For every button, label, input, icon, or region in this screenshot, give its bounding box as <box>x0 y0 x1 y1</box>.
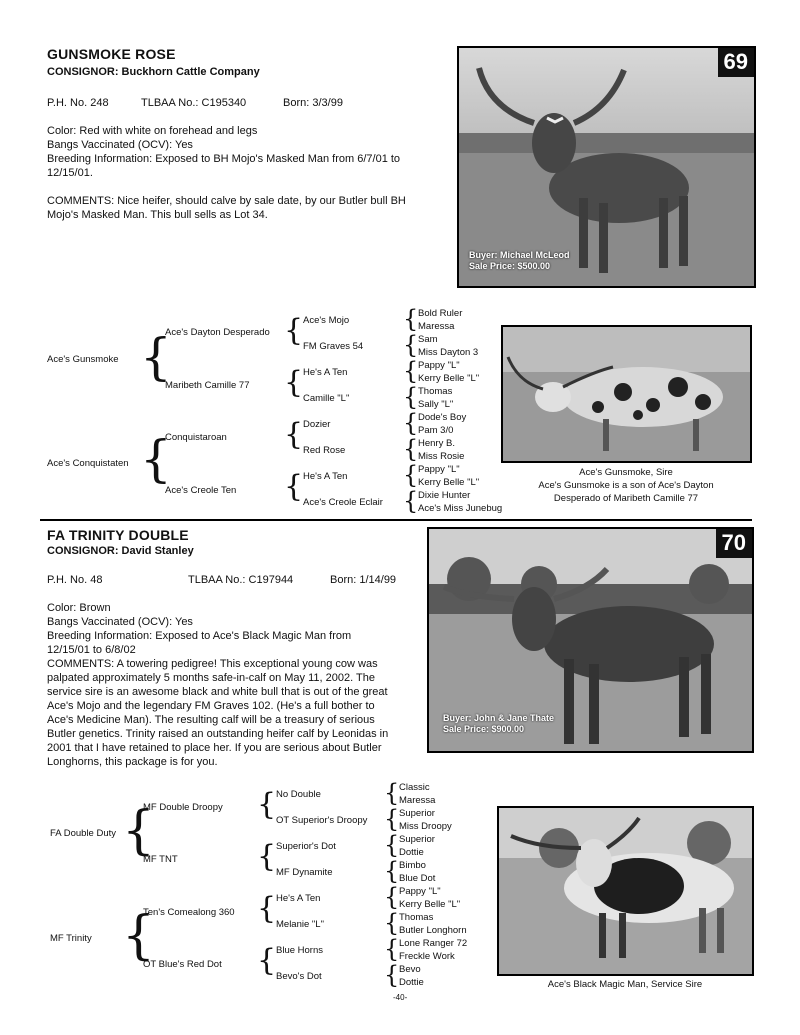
ped69-brace-g3-5: { <box>403 435 419 463</box>
ped70-g4-7: Blue Dot <box>399 873 436 884</box>
lot69-breeding-1: Breeding Information: Exposed to BH Mojo's Masked Man from 6/7/01 to <box>47 153 401 165</box>
lot69-consignor: CONSIGNOR: Buckhorn Cattle Company <box>47 66 260 78</box>
ped69-brace-g2c: { <box>284 417 304 452</box>
lot70-sire-caption: Ace's Black Magic Man, Service Sire <box>547 979 703 990</box>
ped70-g1-0: FA Double Duty <box>50 828 117 839</box>
sire-photo-illustration <box>503 327 750 461</box>
ped70-brace-g3-3: { <box>384 857 400 885</box>
sire-photo-illustration <box>499 808 752 974</box>
ped69-brace-g3-7: { <box>403 487 419 515</box>
ped70-g4-1: Maressa <box>399 795 436 806</box>
lot69-photo <box>457 46 756 288</box>
ped70-g3-7: Bevo's Dot <box>276 971 322 982</box>
lot70-breeding-1: Breeding Information: Exposed to Ace's Black Magic Man from <box>47 630 352 642</box>
lot70-buyer-name: Buyer: John & Jane Thate <box>443 713 555 723</box>
ped69-g3-4: Dozier <box>303 419 331 430</box>
lot70-bangs: Bangs Vaccinated (OCV): Yes <box>47 616 193 628</box>
ped69-g2-1: Maribeth Camille 77 <box>165 380 250 391</box>
ped70-brace-g2b: { <box>257 839 277 874</box>
ped70-g3-5: Melanie "L" <box>276 919 324 930</box>
ped69-g4-3: Miss Dayton 3 <box>418 347 479 358</box>
ped70-g3-2: Superior's Dot <box>276 841 336 852</box>
ped70-g3-4: He's A Ten <box>276 893 321 904</box>
lot70-comments-line: service sire is an awesome black and white bull that is out of the great <box>47 686 388 698</box>
ped70-brace-g3-4: { <box>384 883 400 911</box>
ped70-g4-0: Classic <box>399 782 430 793</box>
lot69-tlbaa: TLBAA No.: C195340 <box>141 97 247 109</box>
ped69-g3-2: He's A Ten <box>303 367 348 378</box>
ped70-g4-11: Butler Longhorn <box>399 925 467 936</box>
ped70-g4-3: Miss Droopy <box>399 821 452 832</box>
ped69-g4-13: Kerry Belle "L" <box>418 477 480 488</box>
lot69-comments-2: Mojo's Masked Man. This bull sells as Lot 34. <box>47 209 268 221</box>
ped70-g4-4: Superior <box>399 834 435 845</box>
lot69-sire-photo <box>501 325 752 463</box>
ped69-brace-g3-3: { <box>403 383 419 411</box>
ped70-brace-g3-6: { <box>384 935 400 963</box>
ped70-brace-g1a: { <box>122 801 156 861</box>
ped69-brace-g3-2: { <box>403 357 419 385</box>
lot70-color: Color: Brown <box>47 602 111 614</box>
ped69-g3-3: Camille "L" <box>303 393 350 404</box>
ped69-g4-14: Dixie Hunter <box>418 490 471 501</box>
ped69-g3-1: FM Graves 54 <box>303 341 364 352</box>
ped69-g2-3: Ace's Creole Ten <box>165 485 237 496</box>
ped70-g2-2: Ten's Comealong 360 <box>143 907 235 918</box>
ped70-brace-g1b: { <box>122 906 156 966</box>
lot69-buyer-name: Buyer: Michael McLeod <box>469 250 570 260</box>
ped69-g4-9: Pam 3/0 <box>418 425 454 436</box>
ped69-brace-g2d: { <box>284 469 304 504</box>
ped70-brace-g2d: { <box>257 943 277 978</box>
ped70-brace-g2c: { <box>257 891 277 926</box>
lot69-color: Color: Red with white on forehead and legs <box>47 125 258 137</box>
ped70-brace-g3-2: { <box>384 831 400 859</box>
lot70-buyer <box>443 713 554 735</box>
ped70-brace-g3-7: { <box>384 961 400 989</box>
ped69-g4-15: Ace's Miss Junebug <box>418 503 503 514</box>
lot70-comments-line: Ace's Mojo and the legendary FM Graves 102. (He's a full bother to <box>47 700 375 712</box>
ped69-g4-1: Maressa <box>418 321 455 332</box>
ped70-g4-9: Kerry Belle "L" <box>399 899 461 910</box>
ped69-g4-7: Sally "L" <box>418 399 454 410</box>
ped70-g3-6: Blue Horns <box>276 945 323 956</box>
ped69-brace-g2a: { <box>284 313 304 348</box>
ped69-g4-10: Henry B. <box>418 438 455 449</box>
ped70-g4-13: Freckle Work <box>399 951 455 962</box>
ped69-g4-12: Pappy "L" <box>418 464 460 475</box>
ped69-brace-g3-1: { <box>403 331 419 359</box>
ped70-g4-8: Pappy "L" <box>399 886 441 897</box>
ped69-brace-g3-4: { <box>403 409 419 437</box>
ped70-g1-1: MF Trinity <box>50 933 92 944</box>
ped70-g4-2: Superior <box>399 808 435 819</box>
ped70-g4-12: Lone Ranger 72 <box>399 938 468 949</box>
ped69-g4-6: Thomas <box>418 386 453 397</box>
section-divider <box>40 519 752 521</box>
lot70-photo <box>427 527 754 753</box>
ped69-brace-g1a: { <box>140 328 172 386</box>
lot70-number-badge: 70 <box>716 529 752 558</box>
lot70-comments-line: COMMENTS: A towering pedigree! This exceptional young cow was <box>47 658 378 670</box>
ped69-g2-2: Conquistaroan <box>165 432 227 443</box>
ped70-g2-3: OT Blue's Red Dot <box>143 959 222 970</box>
ped69-g4-5: Kerry Belle "L" <box>418 373 480 384</box>
lot70-breeding-2: 12/15/01 to 6/8/02 <box>47 644 136 656</box>
lot69-title: GUNSMOKE ROSE <box>47 46 176 62</box>
ped70-g2-1: MF TNT <box>143 854 178 865</box>
page-number: -40- <box>393 993 408 1002</box>
lot70-title: FA TRINITY DOUBLE <box>47 527 189 543</box>
ped70-g3-1: OT Superior's Droopy <box>276 815 368 826</box>
ped70-g2-0: MF Double Droopy <box>143 802 223 813</box>
ped70-g4-5: Dottie <box>399 847 424 858</box>
lot69-sire-caption <box>500 466 752 505</box>
lot70-comments <box>47 657 419 769</box>
lot70-born: Born: 1/14/99 <box>330 574 397 586</box>
ped70-brace-g3-0: { <box>384 779 400 807</box>
lot69-sale-price: Sale Price: $500.00 <box>469 261 551 271</box>
lot69-bangs: Bangs Vaccinated (OCV): Yes <box>47 139 193 151</box>
ped69-brace-g3-6: { <box>403 461 419 489</box>
lot69-born: Born: 3/3/99 <box>283 97 343 109</box>
lot70-ph-no: P.H. No. 48 <box>47 574 103 586</box>
lot69-breeding-2: 12/15/01. <box>47 167 93 179</box>
ped69-g4-0: Bold Ruler <box>418 308 463 319</box>
lot69-sire-caption-3: Desperado of Maribeth Camille 77 <box>553 493 699 504</box>
ped69-g2-0: Ace's Dayton Desperado <box>165 327 270 338</box>
lot70-comments-line: Longhorns, this package is for you. <box>47 756 218 768</box>
lot69-sire-caption-1: Ace's Gunsmoke, Sire <box>579 467 673 478</box>
lot70-comments-line: palpated approximately 5 months safe-in-calf on May 11, 2002. The <box>47 672 375 684</box>
ped69-g1-0: Ace's Gunsmoke <box>47 354 119 365</box>
lot70-sale-price: Sale Price: $900.00 <box>443 724 525 734</box>
lot69-ph-no: P.H. No. 248 <box>47 97 109 109</box>
ped70-brace-g3-5: { <box>384 909 400 937</box>
ped70-g4-15: Dottie <box>399 977 424 988</box>
ped69-brace-g1b: { <box>140 430 172 488</box>
ped69-g4-2: Sam <box>418 334 438 345</box>
ped70-g3-3: MF Dynamite <box>276 867 333 878</box>
ped69-g1-1: Ace's Conquistaten <box>47 458 129 469</box>
ped69-g3-5: Red Rose <box>303 445 346 456</box>
lot69-buyer <box>469 250 570 272</box>
ped69-g3-7: Ace's Creole Eclair <box>303 497 383 508</box>
ped69-brace-g3-0: { <box>403 305 419 333</box>
ped69-brace-g2b: { <box>284 365 304 400</box>
lot69-sire-caption-2: Ace's Gunsmoke is a son of Ace's Dayton <box>538 480 714 491</box>
lot69-number-badge: 69 <box>718 48 754 77</box>
ped69-g3-0: Ace's Mojo <box>303 315 350 326</box>
ped69-g4-11: Miss Rosie <box>418 451 465 462</box>
ped70-g4-14: Bevo <box>399 964 421 975</box>
lot70-comments-line: 2001 that I have retained to place her. If you are serious about Butler <box>47 742 382 754</box>
ped70-brace-g2a: { <box>257 787 277 822</box>
ped70-g3-0: No Double <box>276 789 321 800</box>
lot70-comments-line: Ace's Medicine Man). The resulting calf will be a treasury of serious <box>47 714 375 726</box>
ped69-g4-8: Dode's Boy <box>418 412 467 423</box>
lot70-tlbaa: TLBAA No.: C197944 <box>188 574 294 586</box>
ped70-g4-10: Thomas <box>399 912 434 923</box>
lot70-consignor: CONSIGNOR: David Stanley <box>47 545 194 557</box>
lot70-sire-photo <box>497 806 754 976</box>
ped70-g4-6: Bimbo <box>399 860 426 871</box>
ped69-g4-4: Pappy "L" <box>418 360 460 371</box>
ped69-g3-6: He's A Ten <box>303 471 348 482</box>
ped70-brace-g3-1: { <box>384 805 400 833</box>
lot69-comments-1: COMMENTS: Nice heifer, should calve by sale date, by our Butler bull BH <box>47 195 406 207</box>
lot70-comments-line: Butler genetics. Trinity raised an outstanding heifer calf by Leonidas in <box>47 728 389 740</box>
